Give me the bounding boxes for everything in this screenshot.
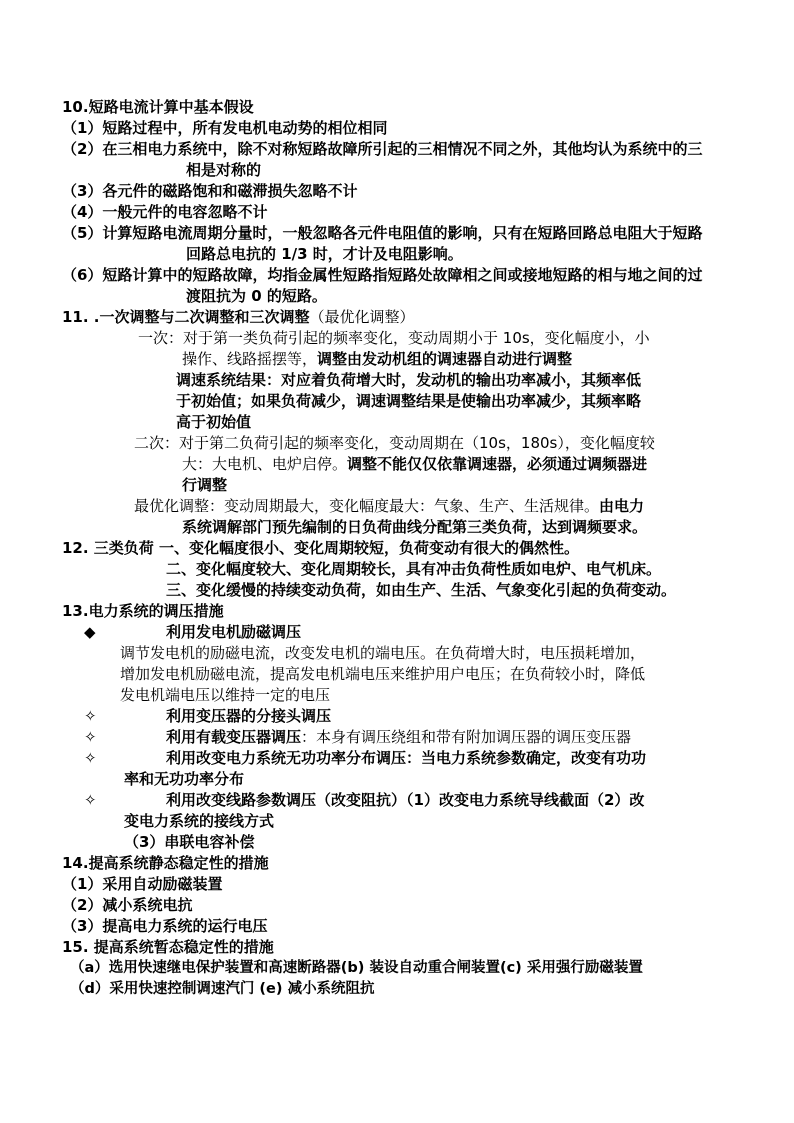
sec10-item-4: （4）一般元件的电容忽略不计: [62, 203, 268, 221]
sec10-item-3: （3）各元件的磁路饱和和磁滞损失忽略不计: [62, 182, 358, 200]
hollow-star-bullet-icon: ✧: [84, 791, 97, 809]
sec12-line-1: 12. 三类负荷 一、变化幅度很小、变化周期较短，负荷变动有很大的偶然性。: [62, 539, 580, 557]
sec11-result-3: 高于初始值: [176, 413, 252, 431]
sec10-item-5: （5）计算短路电流周期分量时，一般忽略各元件电阻值的影响，只有在短路回路总电阻大于短路: [62, 224, 703, 242]
sec12-line-2: 二、变化幅度较大、变化周期较长，具有冲击负荷性质如电炉、电气机床。: [166, 560, 662, 578]
sec14-item-2: （2）减小系统电抗: [62, 896, 193, 914]
sec13-method-3-bold: 利用有载变压器调压: [166, 728, 302, 746]
sec11-optimal-1: [134, 496, 644, 516]
sec10-item-1: （1）短路过程中，所有发电机电动势的相位相同: [62, 119, 388, 137]
sec13-method-1-desc-1: 调节发电机的励磁电流，改变发电机的端电压。在负荷增大时，电压损耗增加，: [120, 644, 646, 662]
sec10-title: 10.短路电流计算中基本假设: [62, 98, 254, 116]
sec13-method-5-c: （3）串联电容补偿: [124, 833, 255, 851]
sec11-primary-1: 一次：对于第一类负荷引起的频率变化，变动周期小于 10s，变化幅度小，小: [138, 329, 650, 347]
hollow-star-bullet-icon: ✧: [84, 749, 97, 767]
sec13-method-4-a: 利用改变电力系统无功功率分布调压：当电力系统参数确定，改变有功功: [166, 749, 647, 767]
sec12-line-3: 三、变化缓慢的持续变动负荷，如由生产、生活、气象变化引起的负荷变动。: [166, 581, 677, 599]
hollow-star-bullet-icon: ✧: [84, 728, 97, 746]
sec11-optimal-1-bold: 由电力: [599, 497, 645, 515]
sec11-primary-2-bold: 调整由发动机组的调速器自动进行调整: [317, 350, 573, 368]
sec14-title: 14.提高系统静态稳定性的措施: [62, 854, 269, 872]
diamond-bullet-icon: ◆: [84, 623, 96, 641]
sec11-secondary-2-normal: 大：大电机、电炉启停。: [182, 455, 348, 473]
sec10-item-6-cont: 渡阻抗为 0 的短路。: [186, 287, 327, 305]
sec11-title-note: （最优化调整）: [309, 308, 415, 326]
sec14-item-1: （1）采用自动励磁装置: [62, 875, 223, 893]
sec11-secondary-2-bold: 调整不能仅仅依靠调速器，必须通过调频器进: [347, 455, 648, 473]
sec11-title-main: 11. .一次调整与二次调整和三次调整: [62, 308, 310, 326]
sec11-optimal-1-normal: 最优化调整：变动周期最大，变化幅度最大：气象、生产、生活规律。: [134, 497, 600, 515]
sec13-method-1-desc-2: 增加发电机励磁电流，提高发电机端电压来维护用户电压；在负荷较小时，降低: [120, 665, 646, 683]
sec11-title: [62, 307, 415, 327]
sec13-method-1-desc-3: 发电机端电压以维持一定的电压: [120, 686, 331, 704]
sec13-method-2: 利用变压器的分接头调压: [166, 707, 332, 725]
sec13-method-5-a: 利用改变线路参数调压（改变阻抗）（1）改变电力系统导线截面（2）改: [166, 791, 645, 809]
sec13-method-1-title: 利用发电机励磁调压: [166, 623, 302, 641]
sec11-result-1: 调速系统结果：对应着负荷增大时，发动机的输出功率减小，其频率低: [176, 371, 642, 389]
sec13-method-4-b: 率和无功功率分布: [124, 770, 245, 788]
sec13-title: 13.电力系统的调压措施: [62, 602, 224, 620]
sec11-primary-2: [182, 349, 572, 369]
sec11-secondary-2: [182, 454, 647, 474]
sec15-title: 15. 提高系统暂态稳定性的措施: [62, 938, 274, 956]
sec11-secondary-1: 二次：对于第二负荷引起的频率变化，变动周期在（10s，180s），变化幅度较: [134, 434, 655, 452]
hollow-star-bullet-icon: ✧: [84, 707, 97, 725]
sec11-secondary-3: 行调整: [182, 476, 228, 494]
sec11-primary-2-normal: 操作、线路摇摆等，: [182, 350, 318, 368]
sec13-method-3-normal: ：本身有调压绕组和带有附加调压器的调压变压器: [301, 728, 632, 746]
sec11-result-2: 于初始值；如果负荷减少，调速调整结果是使输出功率减少，其频率略: [176, 392, 642, 410]
sec10-item-6: （6）短路计算中的短路故障，均指金属性短路指短路处故障相之间或接地短路的相与地之间的过: [62, 266, 703, 284]
sec13-method-5-b: 变电力系统的接线方式: [124, 812, 275, 830]
sec11-optimal-2: 系统调解部门预先编制的日负荷曲线分配第三类负荷，达到调频要求。: [182, 518, 648, 536]
sec15-line-1: （a）选用快速继电保护装置和高速断路器(b) 装设自动重合闸装置(c) 采用强行励磁装置: [70, 960, 643, 976]
sec10-item-2-cont: 相是对称的: [186, 161, 262, 179]
sec15-line-2: （d）采用快速控制调速汽门 (e) 减小系统阻抗: [70, 981, 375, 997]
sec14-item-3: （3）提高电力系统的运行电压: [62, 917, 268, 935]
sec10-item-2: （2）在三相电力系统中，除不对称短路故障所引起的三相情况不同之外，其他均认为系统中的三: [62, 140, 703, 158]
sec10-item-5-cont: 回路总电抗的 1/3 时，才计及电阻影响。: [186, 245, 463, 263]
sec13-method-3: [166, 727, 631, 747]
